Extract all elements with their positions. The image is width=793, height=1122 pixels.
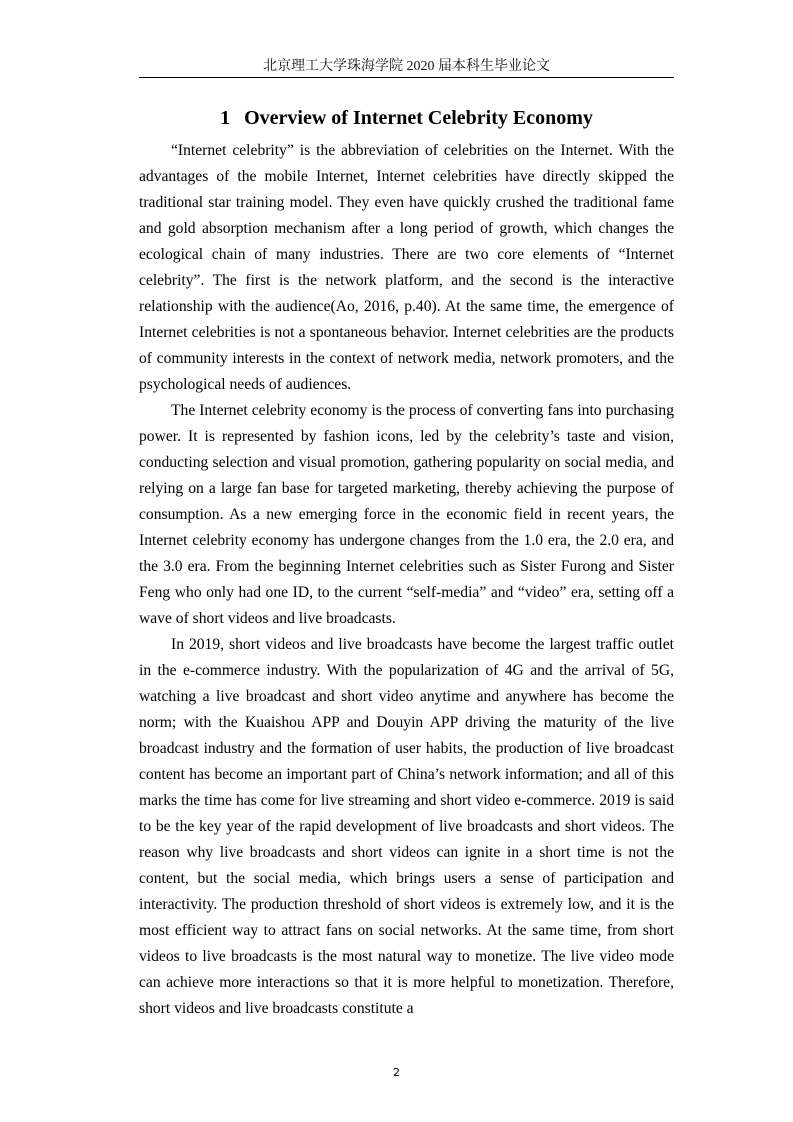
header-divider xyxy=(139,77,674,78)
body-text xyxy=(139,138,674,1022)
running-header: 北京理工大学珠海学院 2020 届本科生毕业论文 xyxy=(263,59,550,74)
chapter-title xyxy=(139,105,674,131)
paragraph: “Internet celebrity” is the abbreviation of celebrities on the Internet. With the advantages of the mobile Internet, Internet celebrities have directly skipped the traditional star training model. They even have quickly crushed the traditional fame and gold absorption mechanism after a long period of growth, which changes the ecological chain of many industries. There are two core elements of “Internet celebrity”. The first is the network platform, and the second is the interactive relationship with the audience(Ao, 2016, p.40). At the same time, the emergence of Internet celebrities is not a spontaneous behavior. Internet celebrities are the products of community interests in the context of network media, network promoters, and the psychological needs of audiences. xyxy=(139,142,674,393)
chapter-title-text: Overview of Internet Celebrity Economy xyxy=(244,107,593,129)
paragraph: In 2019, short videos and live broadcasts have become the largest traffic outlet in the e-commerce industry. With the popularization of 4G and the arrival of 5G, watching a live broadcast and short video anytime and anywhere has become the norm; with the Kuaishou APP and Douyin APP driving the maturity of the live broadcast industry and the formation of user habits, the production of live broadcast content has become an important part of China’s network information; and all of this marks the time has come for live streaming and short video e-commerce. 2019 is said to be the key year of the rapid development of live broadcasts and short videos. The reason why live broadcasts and short videos can ignite in a short time is not the content, but the social media, which brings users a sense of participation and interactivity. The production threshold of short videos is extremely low, and it is the most efficient way to attract fans on social networks. At the same time, from short videos to live broadcasts is the most natural way to monetize. The live video mode can achieve more interactions so that it is more helpful to monetization. Therefore, short videos and live broadcasts constitute a xyxy=(139,636,674,1017)
paragraph: The Internet celebrity economy is the process of converting fans into purchasing power. It is represented by fashion icons, led by the celebrity’s taste and vision, conducting selection and visual promotion, gathering popularity on social media, and relying on a large fan base for targeted marketing, thereby achieving the purpose of consumption. As a new emerging force in the economic field in recent years, the Internet celebrity economy has undergone changes from the 1.0 era, the 2.0 era, and the 3.0 era. From the beginning Internet celebrities such as Sister Furong and Sister Feng who only had one ID, to the current “self-media” and “video” era, setting off a wave of short videos and live broadcasts. xyxy=(139,402,674,627)
page-number: 2 xyxy=(393,1066,400,1079)
chapter-number: 1 xyxy=(220,107,231,129)
